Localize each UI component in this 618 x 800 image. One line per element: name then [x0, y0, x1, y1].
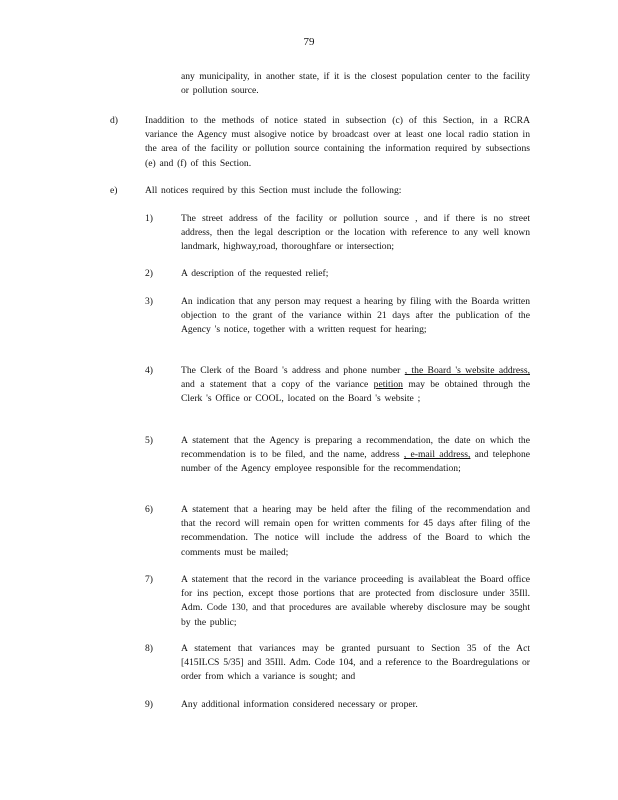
- item-text: and a statement that a copy of the variance: [181, 379, 374, 391]
- list-item: [181, 364, 530, 407]
- item-text: and telephone number of the Agency employee responsible for the recommendation;: [181, 449, 530, 475]
- section-d-label: d): [110, 115, 118, 126]
- item-label: 6): [145, 504, 153, 515]
- item-label: 9): [145, 699, 153, 710]
- continuation-text: any municipality, in another state, if it is the closest population center to the facility or pollution source.: [181, 71, 530, 97]
- website-address-insert: , the Board 's website address,: [404, 365, 530, 376]
- list-item: [181, 503, 530, 560]
- list-item: [181, 698, 530, 712]
- item-text: The street address of the facility or pollution source , and if there is no street address, then the legal description or the location with reference to any well known landmark, highway,road, thoroughfare or intersection;: [181, 213, 530, 253]
- item-text: The Clerk of the Board 's address and phone number: [181, 365, 405, 376]
- item-text: A description of the requested relief;: [181, 268, 329, 279]
- section-e-text: All notices required by this Section must include the following:: [145, 185, 402, 196]
- list-item: [181, 573, 530, 630]
- item-label: 4): [145, 365, 153, 376]
- item-text: An indication that any person may request a hearing by filing with the Boarda written objection to the grant of the variance within 21 days after the publication of the Agency 's notice, together with a written request for hearing;: [181, 296, 530, 336]
- petition-insert: petition: [373, 379, 403, 391]
- list-item: [181, 434, 530, 477]
- section-d-text: Inaddition to the methods of notice stated in subsection (c) of this Section, in a RCRA variance the Agency must alsogive notice by broadcast over at least one local radio station in the area of the facility or pollution source containing the information required by subsections (e) and (f) of this Section.: [145, 115, 530, 169]
- item-text: A statement that a hearing may be held after the filing of the recommendation and that the record will remain open for written comments for 45 days after filing of the recommendation. The notice will include the address of the Board to which the comments must be mailed;: [181, 504, 530, 558]
- section-e-label: e): [110, 185, 118, 196]
- item-label: 1): [145, 213, 153, 224]
- item-text: A statement that the Agency is preparing a recommendation, the date on which the recommendation is to be filed, and the name, address: [181, 435, 530, 461]
- list-item: [181, 212, 530, 255]
- item-label: 5): [145, 435, 153, 446]
- item-label: 3): [145, 296, 153, 307]
- item-text: A statement that variances may be granted pursuant to Section 35 of the Act [415ILCS 5/35] and 35Ill. Adm. Code 104, and a reference to the Boardregulations or order from which a variance is sought; and: [181, 643, 530, 683]
- page-number: 79: [303, 36, 315, 48]
- item-label: 2): [145, 268, 153, 279]
- item-text: Any additional information considered necessary or proper.: [181, 699, 418, 710]
- item-label: 7): [145, 574, 153, 585]
- list-item: [181, 295, 530, 338]
- email-address-insert: , e-mail address,: [403, 449, 471, 461]
- item-text: A statement that the record in the variance proceeding is availableat the Board office for ins pection, except those portions that are protected from disclosure under 35Ill. Adm. Code 130, and that procedures are available whereby disclosure may be sought by the public;: [181, 574, 530, 628]
- list-item: [181, 642, 530, 685]
- list-item: [181, 267, 530, 281]
- item-text: may be obtained through the Clerk 's Office or COOL, located on the Board 's website ;: [181, 379, 530, 405]
- item-label: 8): [145, 643, 153, 654]
